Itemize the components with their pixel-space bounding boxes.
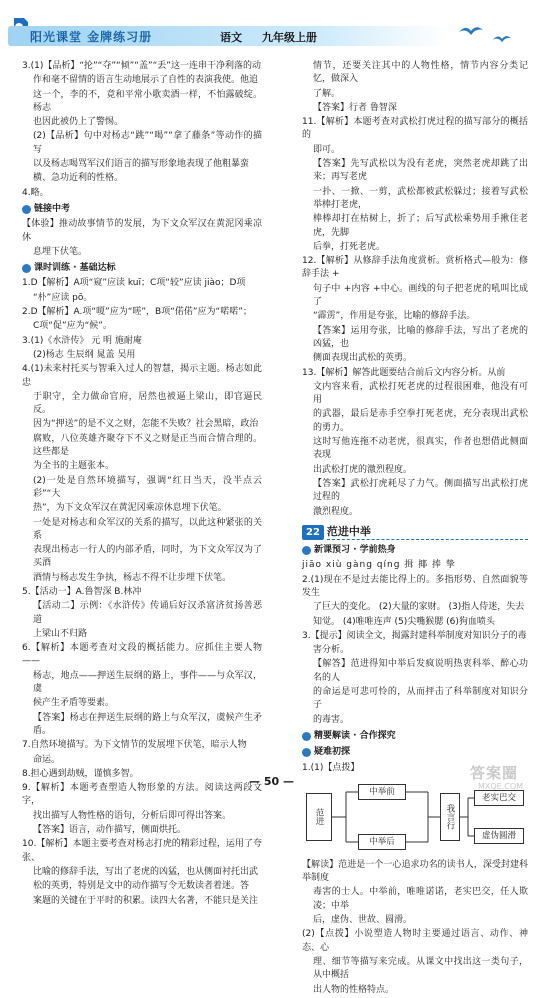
text-line: 表现出杨志一行人的内部矛盾，同时，为下文众军汉为了买酒 — [33, 545, 262, 569]
diagram-node: 范进 — [306, 793, 332, 841]
text-line: 知觉。 (4)唯唯连声 (5)尖嘴猴腮 (6)狗血喷头 — [313, 616, 495, 627]
text-line: 2.D【解析】A.项“嗄”应为“嗟”，B项“偌偌”应为“喏喏”； — [22, 307, 252, 318]
text-line: 一处是对杨志和众军汉的关系的描写，以此这种紧张的关系 — [33, 517, 262, 541]
text-line: 于职守，全力做命官府，居然也被逼上梁山，即官逼民反。 — [33, 391, 262, 416]
section-heading: 精要解读 · 合作探究 — [302, 730, 528, 743]
text-line: “霹雳”，作用是夸张，比喻的修辞手法。 — [313, 311, 476, 322]
text-line: 一扑、一掀、一剪，武松都被武松躲过；接着写武松举棒打老虎， — [313, 186, 528, 210]
watermark-url: MXQE.COM — [478, 782, 524, 791]
text-line: 【解读】范进是一个一心追求功名的读书人，深受封建科举制度 — [302, 859, 528, 884]
brand-title: 阳光课堂 金牌练习册 — [30, 30, 153, 44]
bird-icon — [492, 30, 512, 48]
header-grade: 九年级上册 — [262, 31, 317, 44]
text-line: 文内容来看，武松打死老虎的过程很困难，他没有可用 — [313, 381, 528, 406]
text-line: 4.略。 — [22, 187, 49, 198]
text-line: 的毒害。 — [313, 714, 350, 725]
text-line: 出武松打虎的激烈程度。 — [313, 464, 413, 475]
text-line: 理、细节等描写来完成。从课文中找出这一类句子，从中概括 — [313, 956, 528, 981]
text-line: 腐败，八位英雄齐聚夺下不义之财是正当而合情合理的。这些都是 — [33, 433, 262, 458]
lesson-title: 范进中举 — [327, 525, 528, 540]
text-line: 的命运是可悲可怜的，从而抨击了科举制度对知识分子 — [313, 687, 528, 711]
flower-icon — [302, 546, 311, 555]
text-line: 【体验】推动故事情节的发展，为下文众军汉在黄泥冈乘凉休 — [22, 219, 262, 243]
text-line: 这时写他连拖不动老虎，很真实，作者也想借此侧面表现 — [313, 437, 528, 461]
flower-icon — [22, 264, 31, 273]
star-icon — [22, 205, 31, 214]
text-line: 情节，还要关注其中的人物性格，情节内容分类记忆，做深入 — [313, 61, 528, 85]
text-line: 酒情与杨志发生争执，杨志不得不让步埋下伏笔。 — [33, 572, 232, 583]
text-line: 8.担心遇到劫贼，谨慎多智。 — [22, 768, 139, 779]
section-heading: 链接中考 — [22, 203, 262, 216]
text-line: 11.【解析】本题考查对武松打虎过程的描写部分的概括的 — [302, 117, 528, 141]
text-line: 找出描写人物性格的语句，分析后即可得出答案。 — [33, 810, 232, 821]
text-line: 7.自然环境描写。为下文情节的发展埋下伏笔，暗示人物 — [22, 740, 247, 751]
text-line: 热”，为下文众军汉在黄泥冈乘凉休息埋下伏笔。 — [33, 503, 227, 514]
text-line: 3.【提示】阅读全文，揭露封建科举制度对知识分子的毒 — [302, 630, 527, 641]
text-line: 3.(1)【品析】“抡”“夺”“倾”“盖”“丢”这一连串干净利落的动 — [22, 61, 261, 71]
page-header — [0, 0, 543, 52]
text-line: 激烈程度。 — [313, 506, 359, 517]
text-line: 3.(1)《水浒传》 元 明 施耐庵 — [22, 335, 142, 346]
text-line: C项“促”应为“候”。 — [33, 321, 112, 332]
lesson-number: 22 — [302, 525, 324, 540]
text-line: 案题的关键在于平时的积累。读四大名著，不能只是关注 — [33, 895, 259, 906]
text-line: (2)杨志 生辰纲 晁盖 吴用 — [33, 349, 136, 360]
text-line: 了解。 — [313, 88, 341, 99]
text-line: 【答案】武松打虎耗尽了力气。侧面描写出武松打虎过程的 — [313, 478, 528, 503]
text-line: 6.【解析】本题考查对文段的概括能力。应抓住主要人物—— — [22, 643, 262, 667]
text-line: 1.D【解析】A项“窥”应读 kuī；C项“较”应读 jiào；D项 — [22, 278, 246, 289]
diagram-node: 中举前 — [358, 784, 406, 800]
text-line: 【活动二】示例：《水浒传》传诵后好汉杀富济贫扬善恶道 — [33, 601, 262, 625]
star-icon — [302, 748, 311, 757]
text-line: 9.【解析】本题考查塑造人物形象的方法。阅读这两段文字， — [22, 783, 262, 807]
text-line: 杨志，地点——押送生辰纲的路上，事件——与众军汉，虞 — [33, 670, 262, 695]
diagram-node: 老实巴交 — [474, 790, 524, 806]
text-line: (2)【品析】句中对杨志“跳”“喝”“拿了藤条”等动作的描写 — [33, 131, 262, 155]
pinyin-answers: jiāo xiù gàng qíng 揖 揶 捧 挚 — [302, 560, 456, 571]
flower-icon — [302, 732, 311, 741]
text-line: 4.(1)未来村托买与智乘入过人的智慧，揭示主题。杨志如此忠 — [22, 364, 262, 388]
text-line: “朴”应读 pō。 — [33, 292, 93, 303]
right-column — [302, 60, 528, 998]
text-line: 息埋下伏笔。 — [33, 246, 88, 257]
section-heading: 疑难初探 — [302, 746, 528, 759]
text-line: 也因此被仍上了警惕。 — [33, 117, 124, 128]
text-line: 12.【解析】从修辞手法角度赏析。赏析格式—般为：修辞手法 + — [302, 256, 528, 280]
watermark: 答案圈 — [470, 764, 519, 782]
text-line: (2)一处是自然环境描写，强调“红日当天，没半点云彩”“大 — [33, 475, 262, 499]
text-line: 【答案】先写武松以为没有老虎，突然老虎却跳了出来；再写老虎 — [313, 159, 528, 183]
section-heading: 课时训练 · 基础达标 — [22, 262, 262, 275]
text-line: 为全书的主题张本。 — [33, 461, 115, 472]
text-line: 侧面表现出武松的英勇。 — [313, 353, 413, 364]
diagram-node: 中举后 — [358, 834, 406, 850]
text-line: 2.(1)现在不是过去能比得上的。多指形势、自然面貌等发生 — [302, 574, 528, 598]
diagram-node: 虚伪圆滑 — [474, 828, 524, 844]
diagram-node: 我言行 — [440, 793, 460, 841]
text-line: 后，虚伪、世故、圆滑。 — [313, 915, 413, 926]
text-line: 了巨大的变化。 (2)大量的家财。 (3)指人侍迷，失去 — [313, 602, 525, 613]
text-line: 10.【解析】本题主要考查对杨志打虎的精彩过程，运用了夸张、 — [22, 839, 262, 863]
text-line: 害分析。 — [313, 645, 350, 656]
text-line: (2)【点拨】小说塑造人物时主要通过语言、动作、神态、心 — [302, 929, 528, 953]
text-line: 横、急功近利的性格。 — [33, 173, 124, 184]
lesson-heading — [302, 525, 528, 540]
text-line: 以及杨志喝骂军汉们语言的描写形象地表现了他粗暴蛮 — [33, 159, 250, 170]
page-number: — 50 — — [249, 775, 294, 788]
section-heading: 新课预习 · 学前热身 — [302, 544, 528, 557]
text-line: 【解答】范进得知中举后发疯说明热衷科举、醉心功名的人 — [313, 659, 528, 683]
text-line: 这一个，李的不，竟和平常小歌卖酒一样，不怕露破绽。杨志 — [33, 89, 262, 113]
text-line: 作和毫不留情的语言生动地展示了自性的表演我使。他追 — [33, 75, 259, 86]
text-line: 【答案】运用夸张，比喻的修辞手法，写出了老虎的凶猛，也 — [313, 325, 528, 349]
text-line: 棒棒却打在枯树上，折了；后写武松乘势用手揪住老虎，先脚 — [313, 214, 528, 238]
text-line: 1.(1)【点拨】 — [302, 762, 360, 773]
text-line: 毒害的士人。中举前，唯唯诺诺，老实巴交，任人欺凌；中举 — [313, 887, 528, 911]
header-subject: 语文 — [220, 31, 242, 44]
text-line: 出人物的性格特点。 — [313, 984, 395, 995]
text-line: 句子中 +内容 +中心。画线的句子把老虎的吼叫比成了 — [313, 283, 528, 308]
text-line: 5.【活动一】A.鲁智深 B.林冲 — [22, 586, 142, 597]
text-line: 【答案】语言，动作描写，侧面烘托。 — [33, 825, 187, 836]
text-line: 候产生矛盾等要素。 — [33, 698, 115, 709]
text-line: 因为“押送”的是不义之财，怎能不失败？社会黑暗，政治 — [33, 419, 259, 430]
text-line: 比喻的修辞手法，写出了老虎的凶猛，也从侧面衬托出武 — [33, 866, 259, 877]
text-line: 13.【解析】解答此题要结合前后文内容分析。从前 — [302, 367, 506, 378]
text-line: 松的英勇，特别是文中的动作描写令无数读者着迷。答 — [33, 881, 250, 892]
text-line: 【答案】杨志在押送生辰纲的路上与众军汉，虞候产生矛盾。 — [33, 712, 262, 736]
text-line: 的武器，最后是赤手空拳打死老虎，充分表现出武松的勇力。 — [313, 409, 528, 433]
text-line: 【答案】行者 鲁智深 — [313, 102, 397, 113]
text-line: 上梁山不归路 — [33, 628, 88, 639]
text-line: 命运。 — [33, 754, 61, 765]
bird-icon — [458, 22, 484, 40]
text-line: 后拳，打死老虎。 — [313, 241, 386, 252]
text-line: 即可。 — [313, 144, 341, 155]
